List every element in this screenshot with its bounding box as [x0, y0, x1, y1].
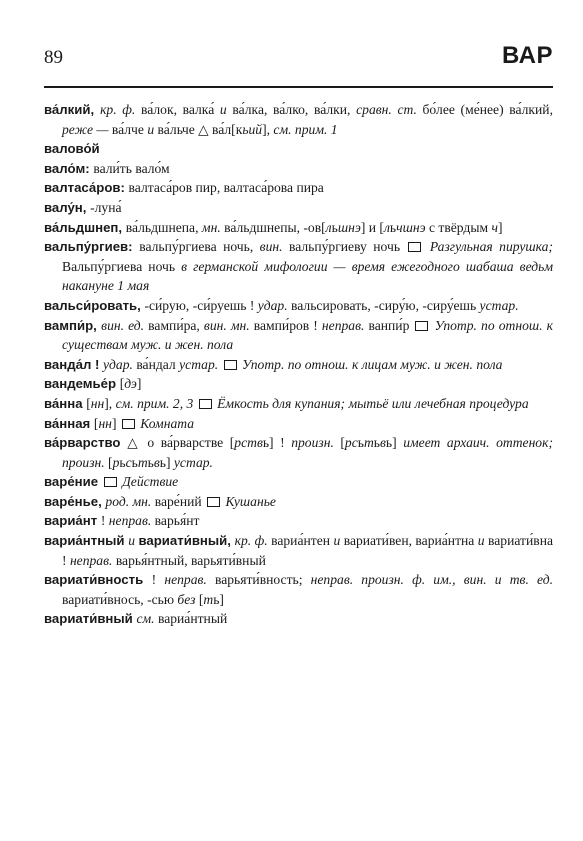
italic-note: Употр. по отнош. к существам муж. и жен. пола — [62, 317, 553, 353]
dictionary-entry — [44, 218, 553, 238]
square-icon — [408, 242, 421, 252]
headword: вампи́р, — [44, 317, 102, 333]
italic-note: неправ. произн. ф. им., вин. и тв. ед. — [310, 572, 553, 588]
entry-text: варьяти́вность; — [214, 572, 311, 588]
entry-text: ] и [ — [360, 219, 384, 235]
headword: ва́нна — [44, 395, 87, 411]
italic-note: вин. — [259, 239, 289, 255]
entry-text: вариа́нтный — [157, 611, 228, 627]
italic-note: т — [203, 591, 214, 607]
entry-text: ь — [389, 219, 397, 235]
headword: ва́рварство — [44, 435, 128, 451]
italic-note: т — [137, 454, 148, 470]
italic-note: Действие — [118, 474, 179, 490]
headword: вандемье́р — [44, 376, 120, 392]
entry-text: Вальпу́ргиева ночь — [62, 258, 182, 274]
italic-note: вин. мн. — [203, 317, 254, 333]
dictionary-entry — [44, 609, 553, 629]
italic-note: ьий — [242, 121, 263, 137]
square-icon — [207, 497, 220, 507]
dictionary-entry — [44, 237, 553, 296]
italic-note: кр. ф. — [234, 533, 272, 549]
entry-text: [ — [119, 376, 125, 392]
entry-text: ], — [262, 121, 274, 137]
dictionary-entry — [44, 159, 553, 179]
dictionary-entry — [44, 492, 553, 512]
italic-note: нн — [98, 415, 112, 431]
italic-note: мн. — [201, 219, 225, 235]
headword: вальпу́ргиев: — [44, 239, 140, 255]
entry-text: ] — [497, 219, 503, 235]
dictionary-entry — [44, 355, 553, 375]
entry-text: варе́ний — [154, 493, 206, 509]
headword: вало́м: — [44, 160, 94, 176]
italic-note: реже — — [62, 121, 112, 137]
entry-text: ] — [136, 376, 142, 392]
entry-text: ь] — [385, 435, 404, 451]
entry-text: ! — [151, 572, 165, 588]
italic-note: дэ — [124, 376, 137, 392]
italic-note: см. — [136, 611, 158, 627]
headword: варе́ние — [44, 474, 102, 490]
entry-text: ва́лок, валка́ — [141, 102, 220, 117]
headword: варе́нье, — [44, 493, 106, 509]
headword: валтаса́ров: — [44, 180, 129, 196]
headword: вариати́вность — [44, 572, 152, 588]
square-icon — [415, 321, 428, 331]
entry-text: ь — [119, 454, 126, 470]
italic-note: Разгульная пирушка; — [423, 239, 553, 255]
dictionary-entry — [44, 570, 553, 609]
entry-text: [ — [340, 435, 345, 451]
dictionary-entry — [44, 100, 553, 139]
entry-text: бо́лее (ме́нее) ва́лкий, — [422, 102, 553, 117]
entry-text: ь — [373, 435, 380, 451]
italic-note: шнэ — [337, 219, 361, 235]
entry-text: варья́нтный, варьяти́вный — [115, 552, 266, 568]
entry-text: валтаса́ров пир, валтаса́рова пира — [128, 180, 324, 196]
page-number: 89 — [44, 47, 63, 68]
italic-note: см. прим. 1 — [273, 121, 338, 137]
entry-text: ь — [147, 454, 154, 470]
running-head: ВАР — [502, 42, 553, 69]
entry-text: ! — [100, 513, 109, 529]
headword: валово́й — [44, 141, 100, 157]
headword: вальси́ровать, — [44, 297, 145, 313]
italic-note: и — [333, 533, 344, 549]
headword: вариати́вный, — [138, 533, 235, 549]
headword: ва́нная — [44, 415, 94, 431]
page-header — [44, 42, 553, 78]
italic-note: р — [112, 454, 120, 470]
headword: вариати́вный — [44, 611, 137, 627]
entry-text: вариати́вна ! — [62, 533, 553, 568]
italic-note: и — [477, 533, 489, 549]
dictionary-entry — [44, 139, 553, 159]
entry-text: ва́лче — [111, 121, 148, 137]
entry-text: варья́нт — [154, 513, 200, 529]
headword: вариа́нтный — [44, 533, 129, 549]
entry-text: -си́рую, -си́руешь ! — [144, 297, 258, 313]
entry-text: вампи́ров ! — [253, 317, 322, 333]
headword: ва́льдшнеп, — [44, 219, 126, 235]
italic-note: без — [177, 591, 199, 607]
entry-text: с твёрдым — [428, 219, 492, 235]
entry-text: вариати́внось, -сью — [62, 591, 178, 607]
square-icon — [104, 477, 117, 487]
entry-text: вальпу́ргиева ночь, — [139, 239, 260, 255]
entry-text: ва́лка, ва́лко, ва́лки, — [232, 102, 357, 117]
italic-note: неправ. — [164, 572, 215, 588]
entry-text: вальсировать, -сиру́ю, -сиру́ешь — [291, 297, 480, 313]
italic-note: удар. — [103, 356, 137, 372]
headword: валу́н, — [44, 199, 91, 215]
headword: ванда́л ! — [44, 356, 104, 372]
entry-text: ь] — [159, 454, 174, 470]
dictionary-entry — [44, 198, 553, 218]
italic-note: и — [147, 121, 158, 137]
italic-note: с — [125, 454, 132, 470]
entry-text: [ — [108, 454, 113, 470]
dictionary-entry — [44, 531, 553, 570]
italic-note: Комната — [136, 415, 195, 431]
square-icon — [122, 419, 135, 429]
entry-text: ь — [357, 435, 364, 451]
dictionary-entries — [44, 100, 553, 629]
entry-text: [ — [198, 591, 204, 607]
italic-note: л — [383, 219, 390, 235]
entry-text: ва́ндал — [136, 356, 180, 372]
entry-text: вали́ть вало́м — [93, 160, 170, 176]
entry-text: ва́льдшнепы, -ов[ — [224, 219, 326, 235]
italic-note: неправ. — [69, 552, 116, 568]
dictionary-entry — [44, 316, 553, 355]
italic-note: устар. — [179, 356, 222, 372]
entry-text: ] — [111, 415, 120, 431]
italic-note: т — [363, 435, 374, 451]
dictionary-entry — [44, 433, 553, 472]
italic-note: в — [153, 454, 160, 470]
dictionary-entry — [44, 178, 553, 198]
italic-note: устар. — [479, 297, 519, 313]
entry-text: вальпу́ргиеву ночь — [288, 239, 407, 255]
italic-note: Употр. по отнош. к лицам муж. и жен. пола — [238, 356, 503, 372]
italic-note: и — [128, 533, 139, 549]
italic-note: рств — [234, 435, 263, 451]
italic-note: рс — [344, 435, 358, 451]
entry-text: ванпи́р — [368, 317, 414, 333]
entry-text: ь — [131, 454, 138, 470]
italic-note: л — [325, 219, 332, 235]
italic-note: и — [219, 102, 233, 117]
entry-text: [ — [93, 415, 99, 431]
entry-text: △ о ва́рварстве [ — [127, 435, 235, 451]
italic-note: удар. — [257, 297, 292, 313]
dictionary-entry — [44, 472, 553, 492]
square-icon — [224, 360, 237, 370]
dictionary-entry — [44, 296, 553, 316]
entry-text: ь — [331, 219, 338, 235]
header-rule — [44, 86, 553, 88]
entry-text: вампи́ра, — [148, 317, 204, 333]
italic-note: см. прим. 2, 3 — [115, 395, 197, 411]
italic-note: произн. — [291, 435, 341, 451]
italic-note: в германской мифологии — время ежегодного шабаша ведьм накануне 1 мая — [62, 258, 554, 294]
dictionary-entry — [44, 414, 553, 434]
italic-note: неправ. — [321, 317, 369, 333]
dictionary-entry — [44, 511, 553, 531]
entry-text: ва́льдшнепа, — [125, 219, 202, 235]
italic-note: в — [380, 435, 386, 451]
headword: ва́лкий, — [44, 102, 101, 117]
entry-text: вариати́вен, вариа́нтна — [343, 533, 478, 549]
headword: вариа́нт — [44, 513, 101, 529]
italic-note: кр. ф. — [100, 102, 141, 117]
italic-note: имеет архаич. оттенок; произн. — [62, 435, 553, 470]
italic-note: нн — [90, 395, 105, 411]
italic-note: сравн. ст. — [356, 102, 423, 117]
dictionary-entry — [44, 394, 553, 414]
dictionary-entry — [44, 374, 553, 394]
italic-note: вин. ед. — [101, 317, 149, 333]
italic-note: род. мн. — [105, 493, 155, 509]
italic-note: чшнэ — [396, 219, 429, 235]
italic-note: устар. — [173, 454, 213, 470]
entry-text: ь] ! — [262, 435, 292, 451]
italic-note: Кушанье — [222, 493, 276, 509]
entry-text: вариа́нтен — [271, 533, 334, 549]
square-icon — [199, 399, 212, 409]
entry-text: -луна́ — [90, 199, 122, 215]
italic-note: неправ. — [108, 513, 155, 529]
entry-text: ], — [104, 395, 116, 411]
italic-note: ч — [491, 219, 498, 235]
entry-text: [ — [86, 395, 91, 411]
entry-text: ва́льче △ ва́л[к — [157, 121, 243, 137]
entry-text: ь] — [213, 591, 224, 607]
italic-note: Ёмкость для купания; мытьё или лечебная процедура — [213, 395, 529, 411]
